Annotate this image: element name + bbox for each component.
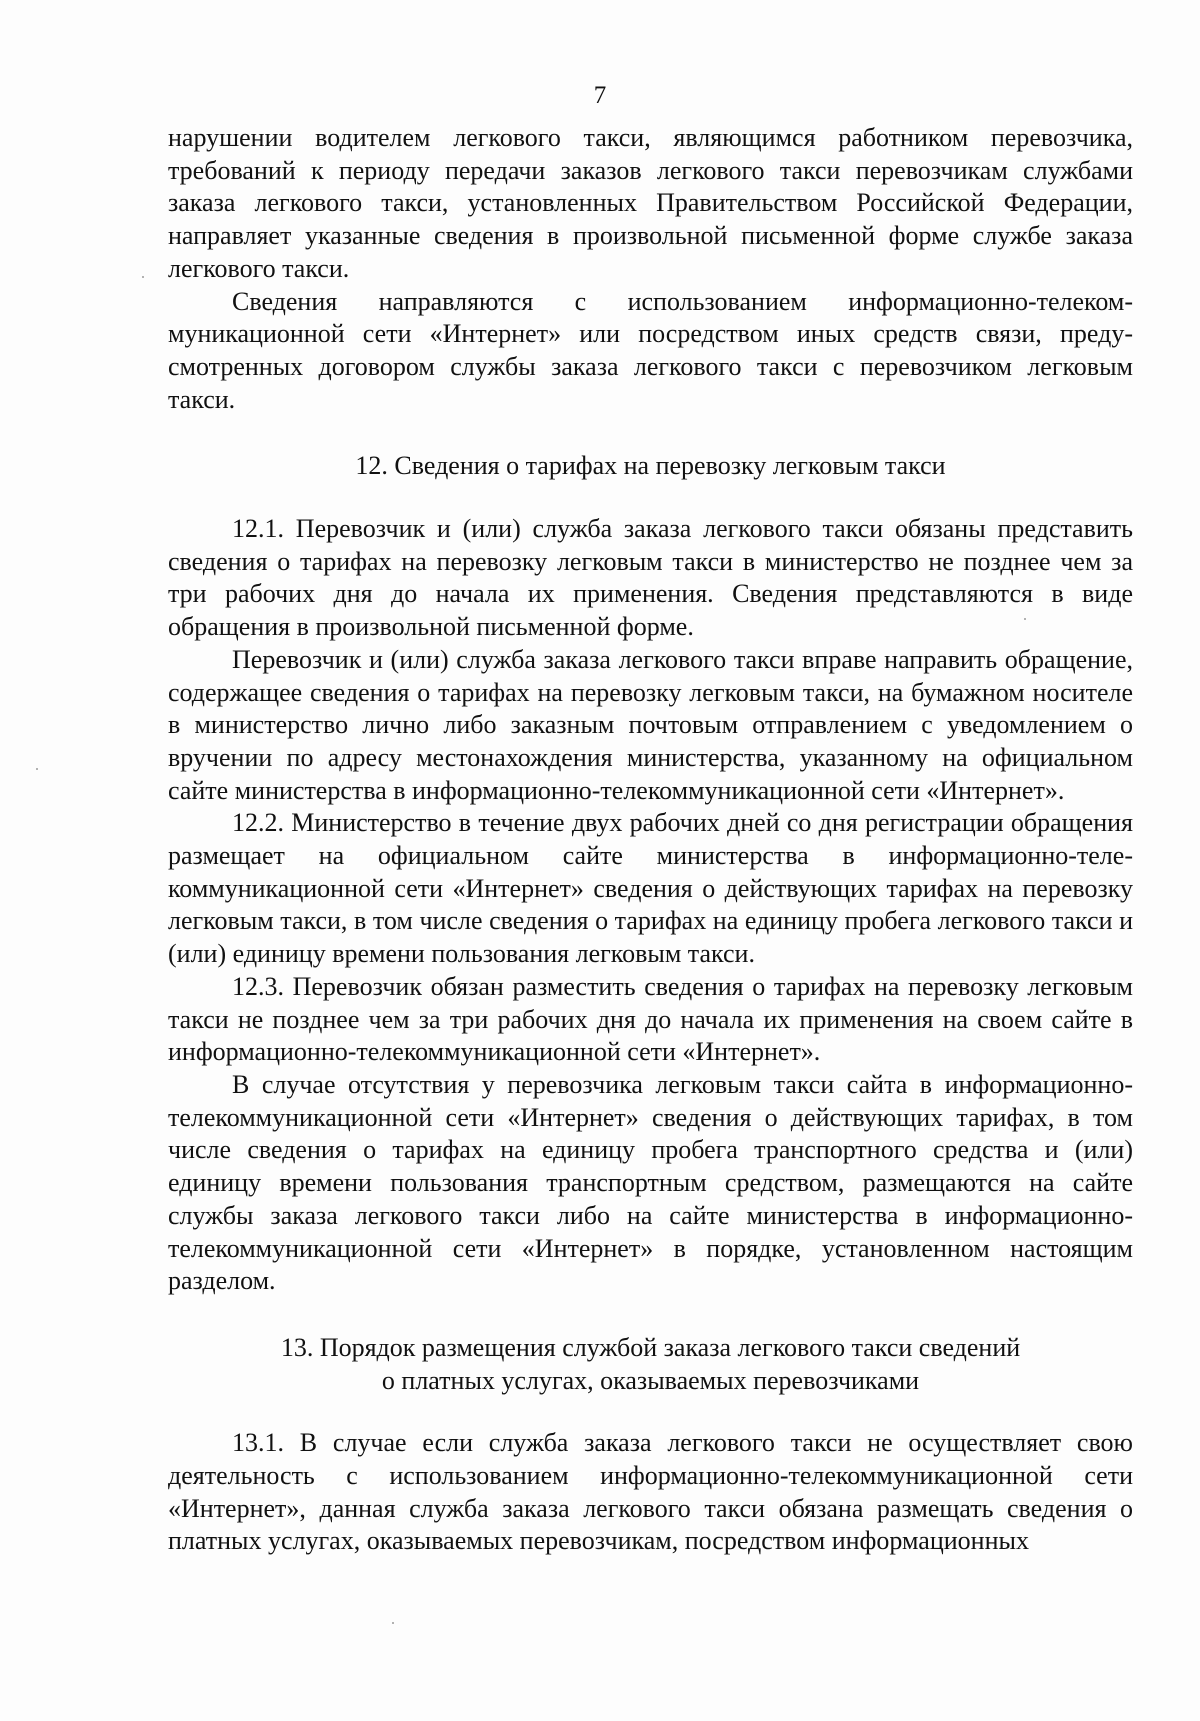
paragraph-continuation: нарушении водителем легкового такси, являющимся работником перевозчика, требований к периоду передачи заказов легкового такси перевозчикам службами заказа легкового такси, установленных Правительством Российской Федерации, направляет указанные сведения в произвольной письменной форме службе заказа легкового такси. (168, 123, 1133, 283)
scan-speck (36, 768, 38, 770)
clause-12-2: 12.2. Министерство в течение двух рабочих дней со дня регистрации обращения размещает на официальном сайте министерства в информационно-телекоммуникационной сети «Интернет» сведения о действующих тарифах на перевозку легковым такси, в том числе сведения о тарифах на единицу пробега легкового такси и (или) единицу времени пользования легковым такси. (168, 808, 1133, 969)
section-13-title (168, 1332, 1133, 1397)
clause-12-3: 12.3. Перевозчик обязан разместить сведения о тарифах на перевозку легковым такси не позднее чем за три рабочих дня до начала их применения на своем сайте в информационно-телекоммуникационной сети «Интернет». (168, 971, 1133, 1067)
clause-12-1: 12.1. Перевозчик и (или) служба заказа легкового такси обязаны представить сведения о тарифах на перевозку легковым такси в министерство не позднее чем за три рабочих дня до начала их применения. Сведения представляются в виде обращения в произвольной письменной форме. (168, 514, 1133, 642)
scan-speck (142, 276, 144, 278)
page-number: 7 (593, 82, 607, 109)
clause-12-1-paper: Перевозчик и (или) служба заказа легкового такси вправе направить обращение, содержащее сведения о тарифах на перевозку легковым такси, на бумажном носителе в министерство лично либо заказным почтовым отправлением с уведомлением о вручении по адресу местонахождения министерства, указанному на официальном сайте министерства в информационно-телекоммуникационной сети «Интернет». (168, 644, 1133, 805)
scan-speck (1024, 618, 1026, 620)
section-13-title-line-2: о платных услугах, оказываемых перевозчиками (381, 1365, 920, 1395)
scan-speck (392, 1622, 394, 1624)
section-13-title-line-1: 13. Порядок размещения службой заказа легкового такси сведений (280, 1332, 1021, 1362)
clause-12-3-no-site: В случае отсутствия у перевозчика легковым такси сайта в информационно-телекоммуникационной сети «Интернет» сведения о действующих тарифах, в том числе сведения о тарифах на единицу пробега транспортного средства и (или) единицу времени пользования транспортным средством, размещаются на сайте службы заказа легкового такси либо на сайте министерства в информационно-телекоммуникационной сети «Интернет» в порядке, установленном настоящим разделом. (168, 1069, 1133, 1296)
section-12-title: 12. Сведения о тарифах на перевозку легковым такси (355, 451, 946, 481)
paragraph-delivery-method: Сведения направляются с использованием информационно-телекоммуникационной сети «Интернет» или посредством иных средств связи, предусмотренных договором службы заказа легкового такси с перевозчиком легковым такси. (168, 286, 1133, 414)
document-body (168, 122, 1133, 1558)
clause-13-1: 13.1. В случае если служба заказа легкового такси не осуществляет свою деятельность с использованием информационно-телекоммуникационной сети «Интернет», данная служба заказа легкового такси обязана размещать сведения о платных услугах, оказываемых перевозчикам, посредством информационных (168, 1428, 1133, 1556)
